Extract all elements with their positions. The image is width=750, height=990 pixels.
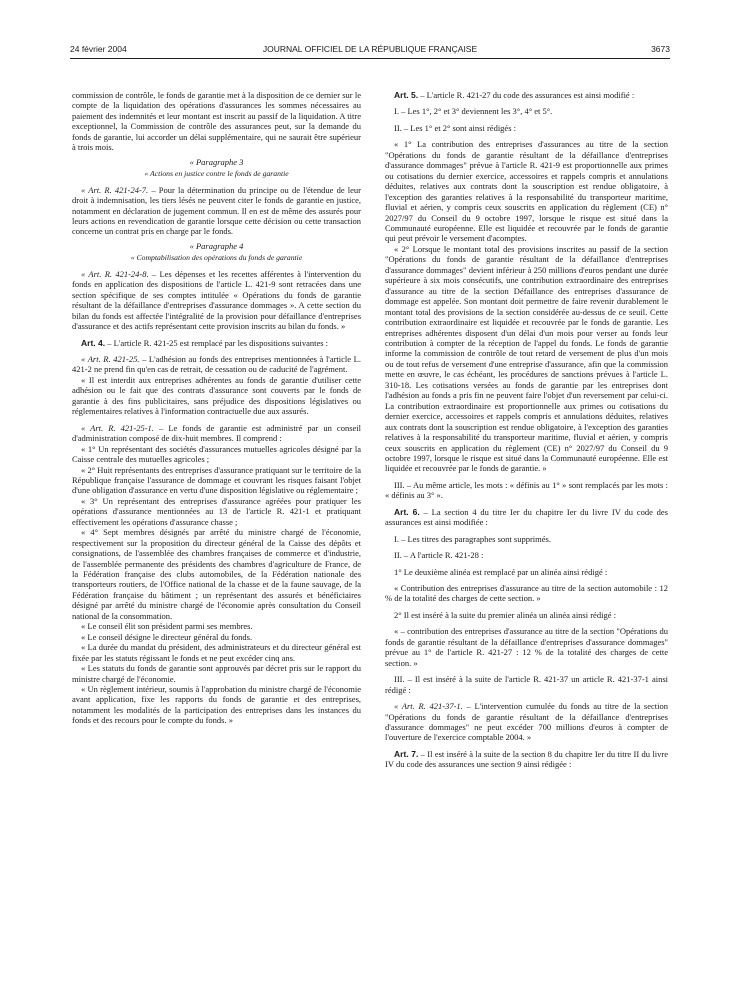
article-label: Art. 7. (394, 748, 419, 759)
page-number: 3673 (651, 44, 670, 54)
paragraph: « Contribution des entreprises d'assurance au titre de la section automobile : 12 % de la totalité des charges de cette section. » (385, 583, 668, 604)
article-5: Art. 5. – L'article R. 421-27 du code des assurances est ainsi modifié : (394, 90, 635, 100)
paragraph: III. – Au même article, les mots : « définis au 1° » sont remplacés par les mots : « définis au 3° ». (385, 479, 668, 501)
article-4: Art. 4. – L'article R. 421-25 est remplacé par les dispositions suivantes : (81, 337, 329, 348)
paragraph: commission de contrôle, le fonds de garantie met à la disposition de ce dernier sur le compte de la liquidation des opérations d'assurances les sommes nécessaires au paiement des indemnités et leur montant est inscrit au passif de la liquidation. A titre exceptionnel, la Commission de contrôle des assurances peut, sur la demande du fonds de garantie, lui accorder un délai supplémentaire, qui ne saurait être supérieur à trois mois. (72, 90, 361, 153)
paragraph: « Un règlement intérieur, soumis à l'approbation du ministre chargé de l'économie avant application, fixe les rapports du fonds de garantie et des entreprises, notamment les modalités de la participation des entreprises dans les instances du fonds et des recours pour le compte du fonds. » (72, 684, 361, 726)
article-paragraph: « Art. R. 421-24-8. – Les dépenses et les recettes afférentes à l'intervention du fonds en application des dispositions de l'article L. 421-9 sont retracées dans une section spécifique de ses comptes intitulée « Opérations du fonds de garantie résultant de la défaillance d'entreprises d'assurance dommages ». A cette section du bilan du fonds est affectée l'intégralité de la provision pour défaillance d'entreprises d'assurance et des actifs représentant cette provision inscrits au bilan du fonds. » (72, 268, 361, 332)
list-item: « 4° Sept membres désignés par arrêté du ministre chargé de l'économie, respectivement sur la proposition du directeur général de la Caisse des dépôts et consignations, de l'assemblée des chambres françaises de commerce et d'industrie, de l'assemblée permanente des présidents des chambres d'agriculture de France, de la Fédération française des clubs automobiles, de la Fédération nationale des transporteurs routiers, de l'Office national de la chasse et de la faune sauvage, de la Fédération française du bâtiment ; un représentant des assurés et bénéficiaires désigné par arrêté du ministre chargé de l'économie après consultation du Conseil national de la consommation. (72, 527, 361, 621)
paragraph: 2° Il est inséré à la suite du premier alinéa un alinéa ainsi rédigé : (394, 609, 616, 620)
paragraph: « Les statuts du fonds de garantie sont approuvés par décret pris sur le rapport du ministre chargé de l'économie. (72, 663, 361, 684)
paragraph: « – contribution des entreprises d'assurance au titre de la section "Opérations du fonds de garantie résultant de la défaillance d'entreprises d'assurance dommages" prévue au 1° de l'article R. 421-27 : 12 % de la totalité des charges de cette section. » (385, 626, 668, 668)
paragraph: « 2° Lorsque le montant total des provisions inscrites au passif de la section "Opérations du fonds de garantie résultant de la défaillance d'entreprises d'assurance dommages" devient inférieur à 250 millions d'euros pendant une durée supérieure à six mois consécutifs, une contribution extraordinaire des entreprises d'assurance au titre de la section Défaillance des entreprises d'assurance de dommage est appelée. Son montant doit permettre de faire revenir durablement le montant total des provisions de la section considérée au-dessus de ce seuil. Cette contribution extraordinaire est liquidée et recouvrée par le fonds de garantie. Les entreprises adhérentes disposent d'un délai d'un mois pour verser au fonds leur contribution à compter de la réception de l'appel du fonds. Le fonds de garantie informe la commission de contrôle de tout retard de versement de plus d'un mois ou de tout refus de versement d'une entreprise d'assurance, afin que la commission mette en œuvre, le cas échéant, les procédures de sanctions prévues à l'article L. 310-18. Les cotisations versées au fonds de garantie par les entreprises dont l'adhésion au fonds a pris fin ne peuvent faire l'objet d'un reversement par celui-ci. La contribution extraordinaire est proportionnelle aux primes ou cotisations du dernier exercice, accessoires et rappels compris et annulations déduites, relatives aux contrats dont la souscription est rendue obligatoire, à l'exception des garanties relatives à la responsabilité du transporteur maritime, fluvial et aérien, y compris ceux souscrits en application du règlement (CE) n° 2027/97 du Conseil du 9 octobre 1997, lorsque le risque est situé dans la Communauté européenne. Elle est liquidée et recouvrée par le fonds de garantie. » (385, 243, 668, 474)
article-paragraph: « Art. R. 421-24-7. – Pour la détermination du principe ou de l'étendue de leur droit à indemnisation, les tiers lésés ne peuvent citer le fonds de garantie en justice, notamment en déclaration de jugement commun. Il en est de même des assurés pour leurs actions en revendication de garantie lorsque cette décision ou cette transaction concerne un contrat pris en charge par le fonds. (72, 184, 361, 237)
article-ref: « Art. R. 421-24-7. (81, 184, 149, 195)
article-label: Art. 4. (81, 337, 106, 348)
page-header (70, 44, 670, 58)
article-label: Art. 6. (394, 506, 420, 517)
paragraph: « Le conseil élit son président parmi ses membres. (81, 621, 253, 632)
paragraph: III. – Il est inséré à la suite de l'article R. 421-37 un article R. 421-37-1 ainsi rédigé : (385, 674, 668, 695)
article-ref: « Art. R. 421-24-8. (81, 268, 149, 279)
article-6: Art. 6. – La section 4 du titre Ier du chapitre Ier du livre IV du code des assurances est ainsi modifiée : (385, 506, 668, 528)
left-column (72, 90, 361, 726)
article-ref: « Art. R. 421-37-1. (394, 701, 463, 712)
article-paragraph: « Art. R. 421-25-1. – Le fonds de garantie est administré par un conseil d'administration composé de dix-huit membres. Il comprend : (72, 422, 362, 444)
header-rule (70, 58, 670, 59)
article-label: Art. 5. (394, 90, 419, 100)
article-paragraph: « Art. R. 421-37-1. – L'intervention cumulée du fonds au titre de la section "Opérations du fonds de garantie résultant de la défaillance d'entreprises d'assurance dommages" ne peut excéder 700 millions d'euros à compter de l'ouverture de l'exercice comptable 2004. » (385, 701, 668, 743)
paragraph: « Le conseil désigne le directeur général du fonds. (81, 631, 253, 642)
paragraph: 1° Le deuxième alinéa est remplacé par un alinéa ainsi rédigé : (394, 566, 608, 577)
section-subheading: « Actions en justice contre le fonds de garantie (144, 169, 289, 179)
list-item: « 2° Huit représentants des entreprises d'assurance pratiquant sur le territoire de la République française l'assurance de dommage et couvrant les risques faisant l'objet d'une obligation d'assurance en vertu d'une disposition législative ou réglementaire ; (72, 464, 361, 496)
section-subheading: « Comptabilisation des opérations du fonds de garantie (130, 253, 303, 263)
paragraph: I. – Les 1°, 2° et 3° deviennent les 3°, 4° et 5°. (394, 106, 553, 117)
paragraph: II. – Les 1° et 2° sont ainsi rédigés : (394, 122, 516, 133)
list-item: « 1° Un représentant des sociétés d'assurances mutuelles agricoles désigné par la Caisse centrale des mutuelles agricoles ; (72, 443, 361, 465)
article-ref: « Art. R. 421-25. (81, 353, 140, 364)
header-date: 24 février 2004 (70, 44, 127, 54)
list-item: « 3° Un représentant des entreprises d'assurance agréées pour pratiquer les opérations d'assurance mentionnées au 13 de l'article R. 421-1 et pratiquant effectivement les opérations d'assurance chasse ; (72, 495, 361, 527)
header-title: JOURNAL OFFICIEL DE LA RÉPUBLIQUE FRANÇAISE (262, 44, 478, 54)
paragraph: « 1° La contribution des entreprises d'assurances au titre de la section "Opérations du fonds de garantie résultant de la défaillance d'entreprises d'assurance dommages" prévue à l'article R. 421-9 est proportionnelle aux primes ou cotisations du dernier exercice, accessoires et rappels compris et annulations déduites, relatives aux contrats dont la souscription est rendue obligatoire, à l'exception des garanties relatives à la responsabilité du transporteur maritime, fluvial et aérien, y compris ceux souscrits en application du règlement (CE) n° 2027/97 du Conseil du 9 octobre 1997, lorsque le risque est situé dans la Communauté européenne. Elle est liquidée et recouvrée par le fonds de garantie qui peut prévoir le versement d'acomptes. (385, 139, 668, 244)
right-column (385, 90, 668, 770)
article-ref: « Art. R. 421-25-1. (81, 422, 154, 433)
article-7: Art. 7. – Il est inséré à la suite de la section 8 du chapitre Ier du titre II du livre IV du code des assurances une section 9 ainsi rédigée : (385, 748, 668, 770)
article-paragraph: « Art. R. 421-25. – L'adhésion au fonds des entreprises mentionnées à l'article L. 421-2 ne prend fin qu'en cas de retrait, de cessation ou de caducité de l'agrément. (72, 353, 361, 375)
section-heading: « Paragraphe 3 (189, 156, 244, 167)
section-heading: « Paragraphe 4 (189, 240, 244, 251)
paragraph: I. – Les titres des paragraphes sont supprimés. (394, 533, 551, 544)
paragraph: « La durée du mandat du président, des administrateurs et du directeur général est fixée par les statuts régissant le fonds et ne peut excéder cinq ans. (72, 642, 361, 663)
paragraph: II. – A l'article R. 421-28 : (394, 550, 484, 561)
paragraph: « Il est interdit aux entreprises adhérentes au fonds de garantie d'utiliser cette adhésion ou le fait que des contrats d'assurance sont couverts par le fonds de garantie à des fins publicitaires, sans préjudice des dispositions législatives ou réglementaires relatives à l'information contractuelle due aux assurés. (72, 374, 361, 417)
